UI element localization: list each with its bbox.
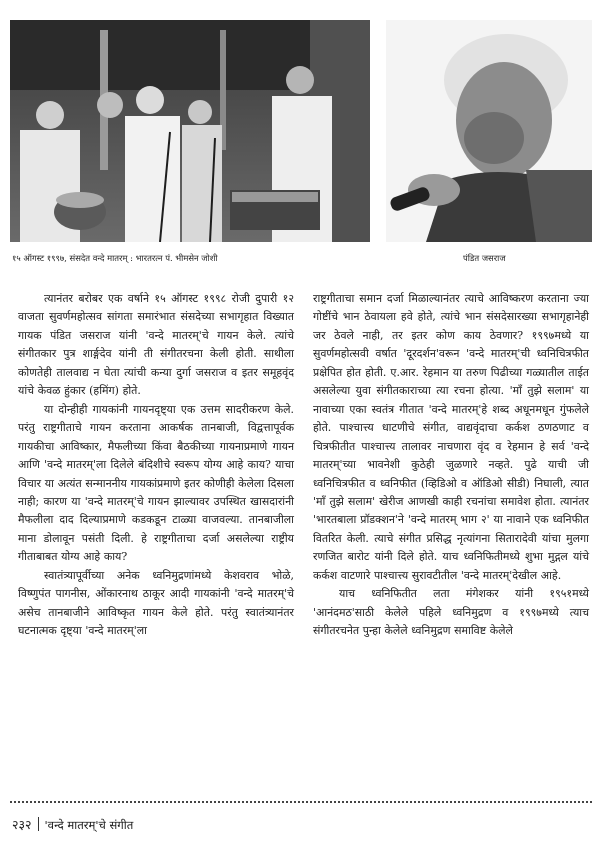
paragraph: स्वातंत्र्यापूर्वीच्या अनेक ध्वनिमुद्रणांमध्ये केशवराव भोळे, विष्णुपंत पागनीस, ओंकारनाथ ठाकूर आदी गायकांनी 'वन्दे मातरम्'चे असेच तानबाजीने आविष्कृत गायन केले होते. परंतु स्वातंत्र्यानंतर घटनात्मक दृष्ट्या 'वन्दे मातरम्'ला <box>18 568 294 638</box>
performance-photo <box>10 20 370 242</box>
paragraph: त्यानंतर बरोबर एक वर्षाने १५ ऑगस्ट १९९८ रोजी दुपारी १२ वाजता सुवर्णमहोत्सव सांगता समारंभात संसदेच्या सभागृहात विख्यात गायक पंडित जसराज यांनी 'वन्दे मातरम्'चे गायन केले. त्यांचे संगीतकार पुत्र शार्ङ्गदेव यांनी ती संगीतरचना केली होती. साथीला कोणतेही तालवाद्य न घेता त्यांची कन्या दुर्गा जसराज व इतर समूहवृंद यांचे केवळ हुंकार (हमिंग) होते. <box>18 292 294 398</box>
portrait-photo <box>386 20 592 242</box>
page-footer <box>12 816 133 833</box>
paragraph: राष्ट्रगीताचा समान दर्जा मिळाल्यानंतर त्याचे आविष्करण करताना ज्या गोष्टींचे भान ठेवायला हवे होते, त्यांचे भान संसदेसारख्या सभागृहानेही जर ठेवले नाही, तर इतर कोण काय ठेवणार? १९९७मध्ये या सुवर्णमहोत्सवी वर्षात 'दूरदर्शन'वरून 'वन्दे मातरम्'ची ध्वनिचित्रफीत प्रक्षेपित होत होती. ए.आर. रेहमान या तरुण पिढीच्या गळ्यातील ताईत असलेल्या युवा संगीतकाराच्या त्या रचना होत्या. 'माँ तुझे सलाम' या नावाच्या एका स्वतंत्र गीतात 'वन्दे मातरम्'हे शब्द अधूनमधून गुंफलेले होते. पाश्चात्त्य धाटणीचे संगीत, वाद्यवृंदाचा कर्कश ठणठणाट व चित्रफीतीत पाश्चात्त्य तालावर नाचणारा वृंद व रेहमान हे सर्व 'वन्दे मातरम्'च्या भावनेशी कुठेही जुळणारे नव्हते. पुढे याची जी ध्वनिचित्रफीत व ध्वनिफीत (व्हिडिओ व ऑडिओ सीडी) निघाली, त्यात 'माँ तुझे सलाम' खेरीज आणखी काही रचनांचा समावेश होता. त्यानंतर 'भारतबाला प्रॉडक्शन'ने 'वन्दे मातरम् भाग २' या नावाने एक ध्वनिफीत वितरित केली. त्याचे संगीत प्रसिद्ध नृत्यांगना सितारादेवी यांचा मुलगा रणजित बारोट यांनी दिले होते. याच ध्वनिफितीमध्ये शुभा मुद्गल यांचे कर्कश वाटणारे पाश्चात्त्य सुरावटीतील 'वन्दे मातरम्'देखील आहे. <box>313 292 589 582</box>
footer-divider <box>10 801 592 803</box>
portrait-photo-illustration <box>386 20 592 242</box>
text-column-right <box>313 290 589 641</box>
text-column-left <box>18 290 294 641</box>
paragraph: या दोन्हीही गायकांनी गायनदृष्ट्या एक उत्तम सादरीकरण केले. परंतु राष्ट्रगीताचे गायन करताना आकर्षक तानबाजी, विद्वत्तापूर्वक गायकीचा आविष्कार, मैफलीच्या किंवा बैठकीच्या गायनाप्रमाणे गायन आणि 'वन्दे मातरम्'ला दिलेले बंदिशीचे स्वरूप योग्य आहे काय? याचा विचार या अत्यंत सन्माननीय गायकांप्रमाणे इतर कोणीही केलेला दिसला नाही; कारण या 'वन्दे मातरम्'चे गायन झाल्यावर उपस्थित खासदारांनी मैफलीला दाद दिल्याप्रमाणे कडकडून टाळ्या वाजवल्या. तानबाजीला माना डोलावून पसंती दिली. हे राष्ट्रगीताचा दर्जा असलेल्या राष्ट्रीय गीताबाबत योग्य आहे काय? <box>18 402 294 564</box>
page-number: २३२ <box>12 817 32 832</box>
footer-separator <box>38 817 39 831</box>
paragraph: याच ध्वनिफितीत लता मंगेशकर यांनी १९५१मध्ये 'आनंदमठ'साठी केलेले पहिले ध्वनिमुद्रण व १९९७मध्ये त्याच संगीतरचनेत पुन्हा केलेले ध्वनिमुद्रण समाविष्ट केलेले <box>313 587 589 638</box>
photo-caption-right: पंडित जसराज <box>463 253 506 263</box>
running-title: 'वन्दे मातरम्'चे संगीत <box>44 818 134 832</box>
photo-caption-left: १५ ऑगस्ट १९९७, संसदेत वन्दे मातरम् : भारतरत्न पं. भीमसेन जोशी <box>12 253 218 263</box>
performance-photo-illustration <box>10 20 370 242</box>
